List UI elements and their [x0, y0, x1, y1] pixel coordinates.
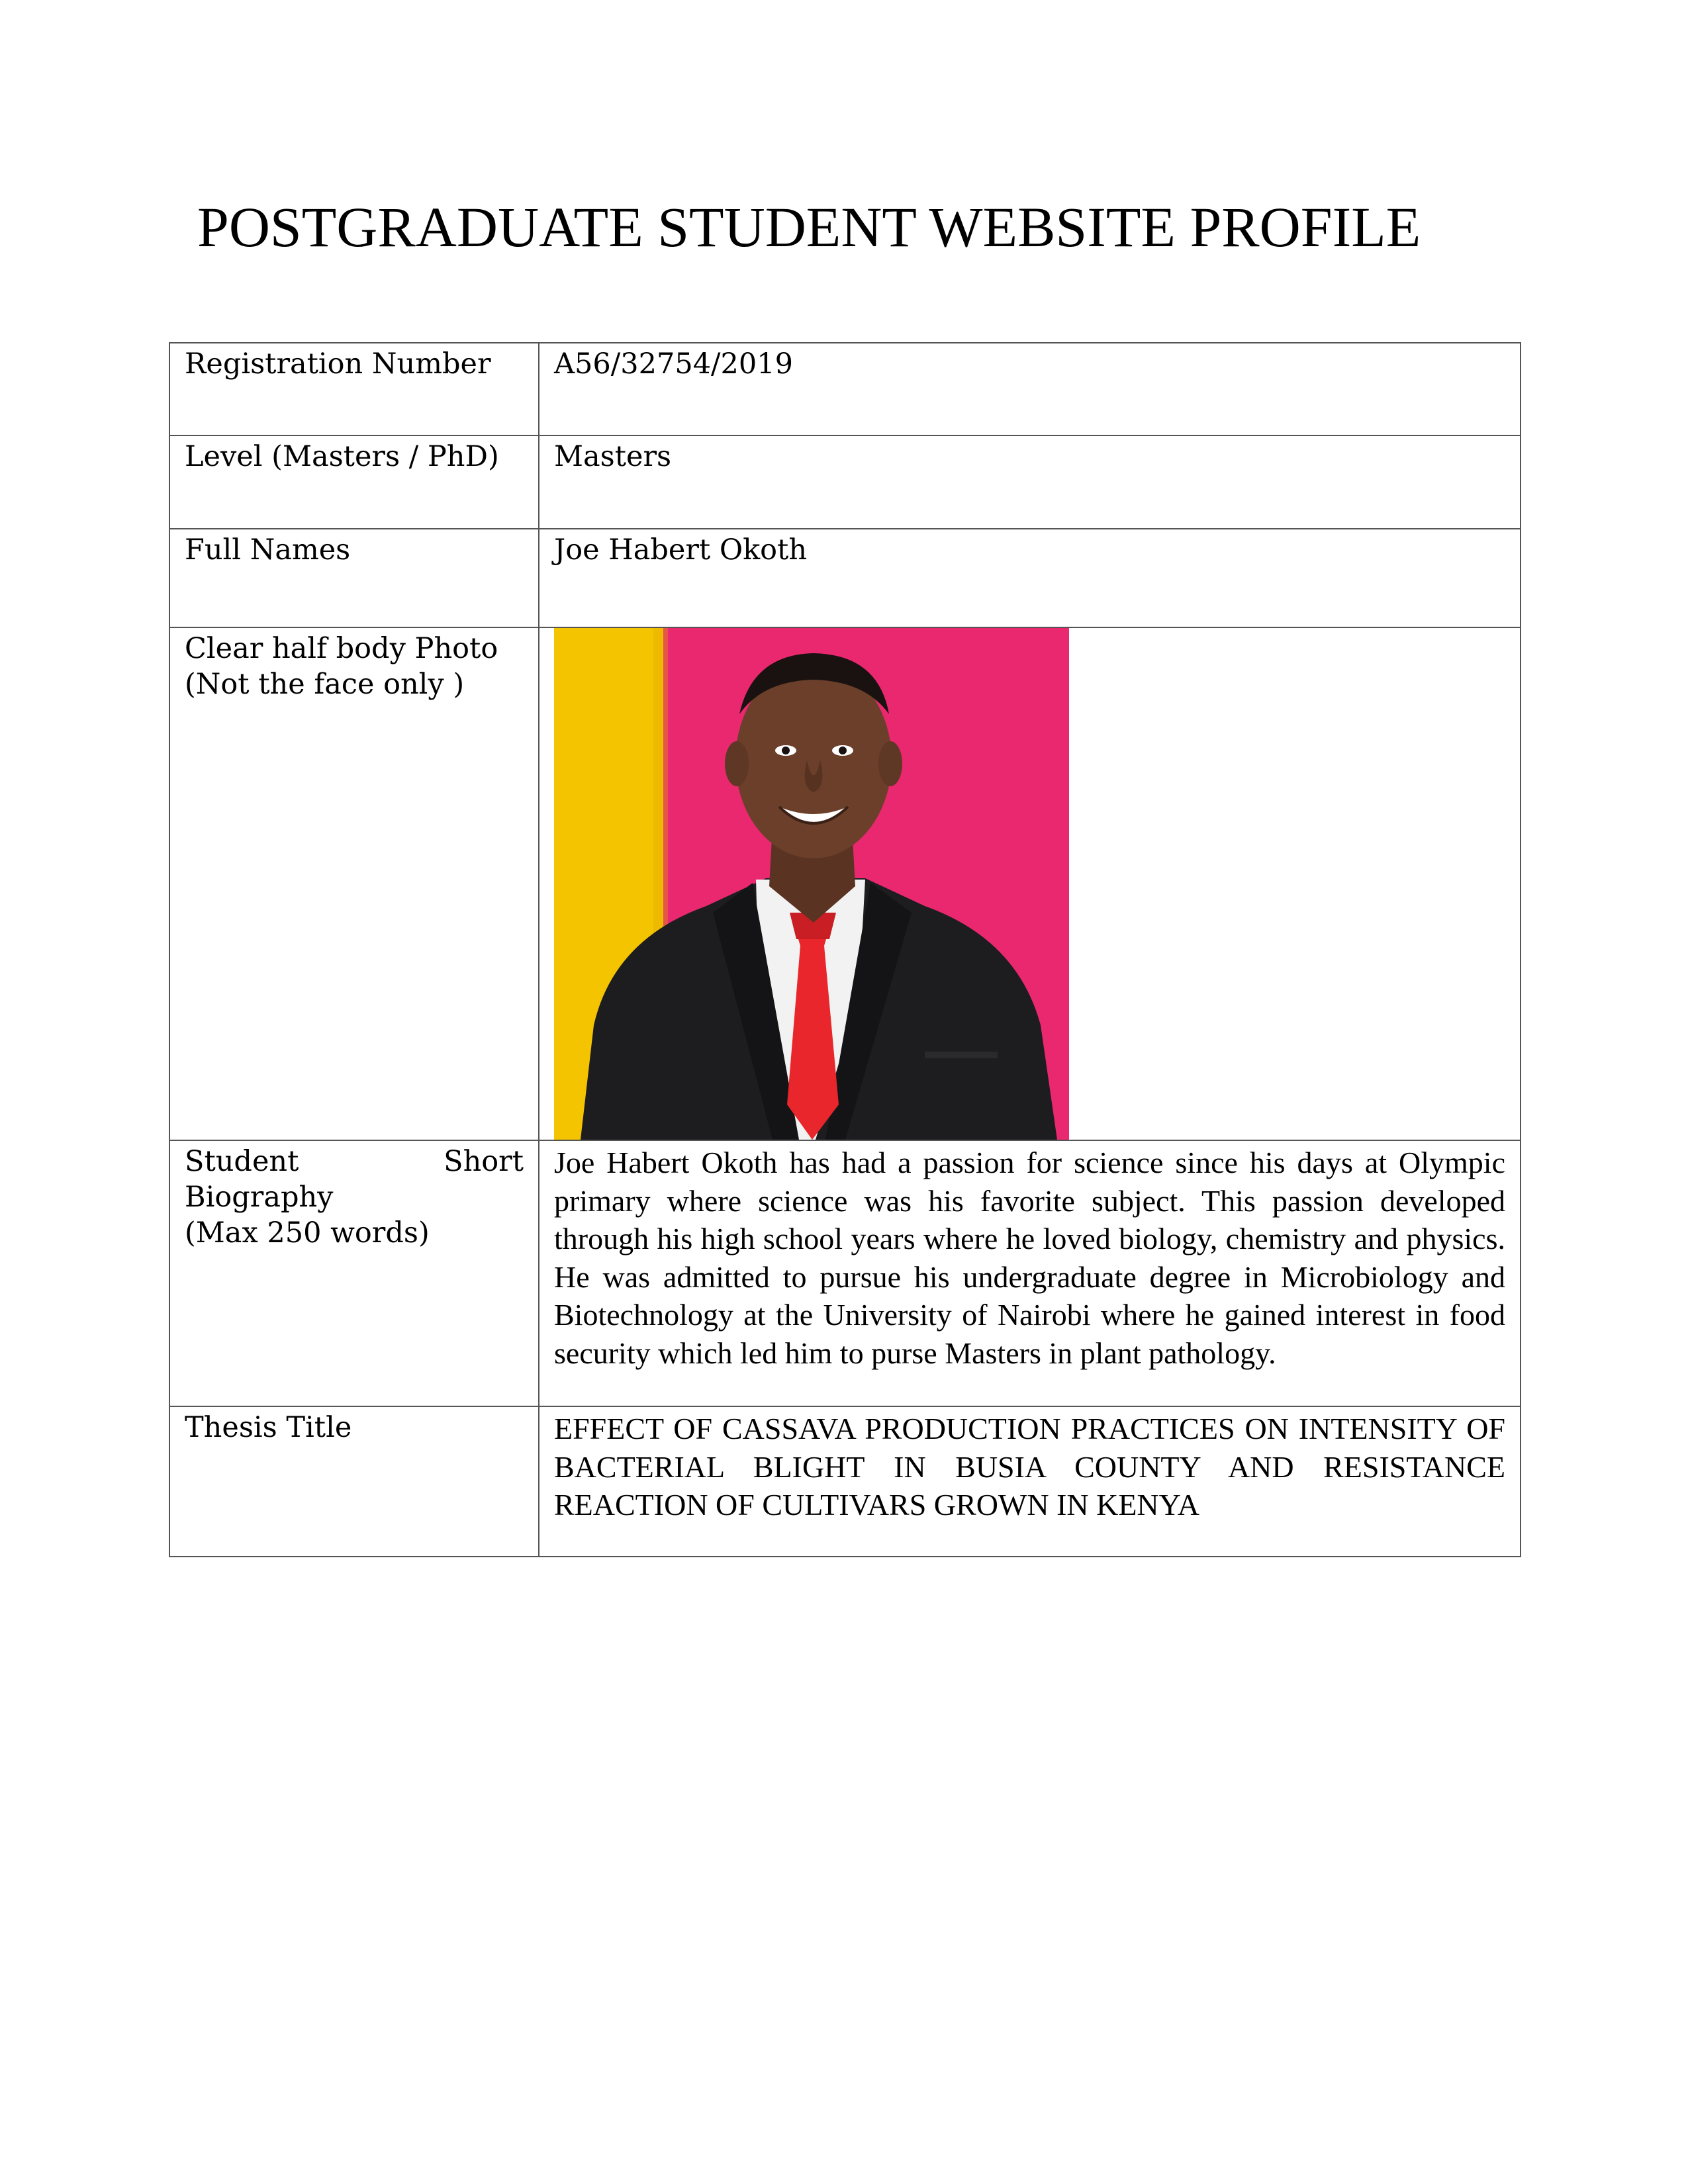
- table-row-registration: [169, 343, 1521, 435]
- table-row-photo: [169, 627, 1521, 1140]
- thesis-value-cell: [539, 1406, 1521, 1557]
- thesis-title: EFFECT OF CASSAVA PRODUCTION PRACTICES ON INTENSITY OF BACTERIAL BLIGHT IN BUSIA COUNTY AND RESISTANCE REACTION OF CULTIVARS GROWN IN KENYA: [554, 1412, 1505, 1522]
- profile-table: [169, 342, 1521, 1557]
- biography-label-cell: [169, 1140, 539, 1406]
- registration-label-cell: [169, 343, 539, 435]
- biography-label: [185, 1141, 524, 1251]
- full-names-label-cell: [169, 529, 539, 627]
- registration-value: A56/32754/2019: [554, 347, 793, 381]
- full-names-value: Joe Habert Okoth: [554, 533, 808, 567]
- thesis-label-cell: [169, 1406, 539, 1557]
- biography-value-cell: [539, 1140, 1521, 1406]
- biography-label-line2: Biography: [185, 1181, 334, 1214]
- registration-value-cell: [539, 343, 1521, 435]
- full-names-value-cell: [539, 529, 1521, 627]
- photo-label-line2: (Not the face only ): [185, 668, 465, 701]
- level-value: Masters: [554, 440, 672, 473]
- photo-label: [185, 628, 524, 702]
- photo-label-cell: [169, 627, 539, 1140]
- table-row-level: [169, 435, 1521, 529]
- photo-label-line1: Clear half body Photo: [185, 632, 498, 665]
- biography-label-line3: (Max 250 words): [185, 1216, 430, 1250]
- photo-value-cell: [539, 627, 1521, 1140]
- student-photo: [554, 628, 1069, 1140]
- student-portrait-image: [554, 628, 1069, 1140]
- full-names-label: Full Names: [185, 533, 351, 567]
- thesis-label: Thesis Title: [185, 1411, 352, 1444]
- level-label-cell: [169, 435, 539, 529]
- table-row-full-names: [169, 529, 1521, 627]
- table-row-biography: [169, 1140, 1521, 1406]
- biography-text: Joe Habert Okoth has had a passion for science since his days at Olympic primary where science was his favorite subject. This passion developed through his high school years where he loved biology, chemistry and physics. He was admitted to pursue his undergraduate degree in Microbiology and Biotechnology at the University of Nairobi where he gained interest in food security which led him to purse Masters in plant pathology.: [554, 1146, 1505, 1370]
- table-row-thesis: [169, 1406, 1521, 1557]
- level-label: Level (Masters / PhD): [185, 440, 499, 473]
- level-value-cell: [539, 435, 1521, 529]
- registration-label: Registration Number: [185, 347, 491, 381]
- page-title: POSTGRADUATE STUDENT WEBSITE PROFILE: [197, 195, 1421, 259]
- biography-label-line1: Student Short: [185, 1145, 524, 1178]
